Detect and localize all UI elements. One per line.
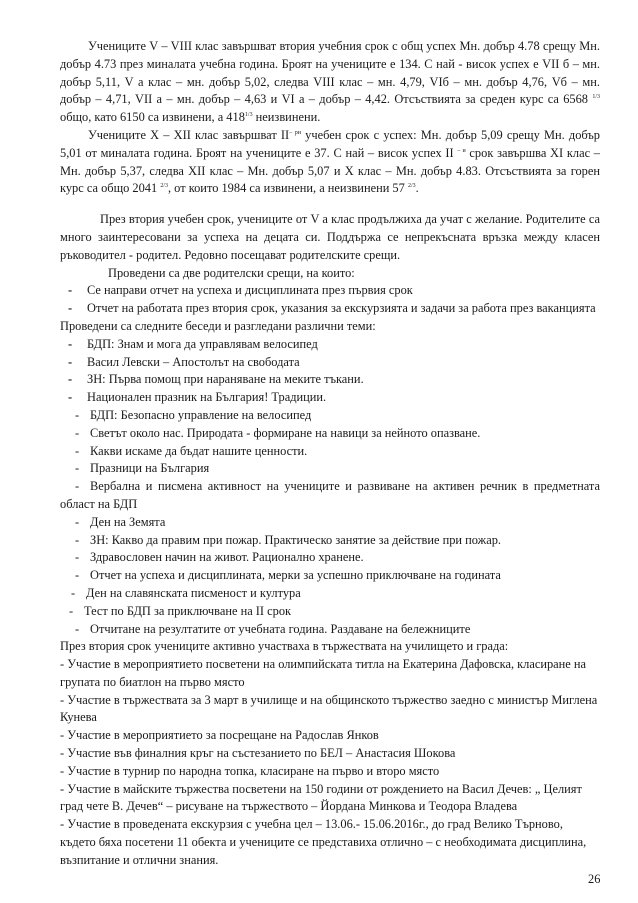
- list-dash: -: [75, 407, 80, 422]
- list-item-wrapped: [60, 478, 600, 514]
- list-item: [60, 425, 600, 443]
- document-page: [60, 38, 600, 870]
- event-item: - Участие в турнир по народна топка, класиране на първо и второ място: [60, 763, 440, 778]
- list-dash: -: [75, 568, 80, 583]
- list-dash: -: [68, 390, 73, 405]
- superscript: 2/3: [160, 183, 168, 190]
- superscript: 1/3: [592, 94, 600, 101]
- list-dash: -: [75, 532, 80, 547]
- text-span: неизвинени.: [252, 110, 321, 125]
- list-item: [60, 371, 600, 389]
- superscript: 1/3: [244, 112, 253, 119]
- list-item-text: Празници на България: [90, 461, 210, 476]
- list-item-text: Национален празник на България! Традиции.: [87, 390, 327, 405]
- event-item: - Участие в проведената екскурзия с учебна цел – 13.06.- 15.06.2016г., до град Велико Търново, където бяха посетени 11 обекта и учениците се представиха отлично – с необходимата дисциплина, възпитание и отлични знания.: [60, 817, 587, 867]
- list-item: [60, 532, 600, 550]
- list-item: [60, 443, 600, 461]
- page-number: 26: [588, 872, 601, 886]
- list-dash: -: [69, 603, 74, 618]
- list-item-text: БДП: Знам и мога да управлявам велосипед: [87, 336, 318, 351]
- event-item: - Участие в мероприятието посветени на олимпийската титла на Екатерина Дафовска, класиране на групата по биатлон на първо място: [60, 657, 587, 689]
- list-item-text: Здравословен начин на живот. Рационално хранене.: [90, 550, 364, 565]
- spacer: [60, 198, 600, 211]
- list-item-text: Отчитане на резултатите от учебната година. Раздаване на бележниците: [90, 621, 471, 636]
- list-dash: -: [75, 461, 80, 476]
- list-item: [60, 603, 600, 621]
- list-dash: -: [75, 479, 80, 494]
- list-item: [60, 407, 600, 425]
- list-dash: -: [75, 550, 80, 565]
- talks-intro: Проведени са следните беседи и разгледани различни теми:: [60, 318, 376, 333]
- list-item: [60, 282, 600, 300]
- event-item: - Участие в мероприятието за посрещане на Радослав Янков: [60, 728, 379, 743]
- list-dash: -: [75, 621, 80, 636]
- text-span: учебен срок с успех: Мн. добър 5,09 срещу Мн. добър 5,01 от миналата година. Броят на учениците е 37. С най – висок успех II: [60, 127, 600, 160]
- talks-list-continued: [60, 514, 600, 639]
- list-item: [60, 354, 600, 372]
- list-dash: -: [75, 425, 80, 440]
- superscript: 2/3: [407, 183, 416, 190]
- list-item-text: Вербална и писмена активност на учениците и развиване на активен речник в предметната област на БДП: [60, 479, 600, 511]
- meetings-intro: Проведени са две родителски срещи, на които:: [108, 265, 355, 280]
- list-dash: -: [68, 283, 73, 298]
- list-item-text: Отчет на успеха и дисциплината, мерки за успешно приключване на годината: [90, 568, 501, 583]
- superscript: – ри: [289, 129, 301, 136]
- list-dash: -: [68, 336, 73, 351]
- list-item: [60, 460, 600, 478]
- superscript: – и: [457, 147, 466, 154]
- list-item-text: Се направи отчет на успеха и дисциплината през първия срок: [87, 283, 413, 298]
- events-intro: През втория срок учениците активно участваха в тържествата на училището и града:: [60, 639, 509, 654]
- text-span: общо, като 6150 са извинени, а 418: [60, 110, 245, 125]
- event-item: - Участие във финалния кръг на състезанието по БЕЛ – Анастасия Шокова: [60, 746, 456, 761]
- paragraph-class-5a: През втория учебен срок, учениците от V а клас продължиха да учат с желание. Родителите са много заинтересовани за успеха на децата си. Поддържа се непрекъсната връзка между класен ръководител - родител. Редовно посещават родителските срещи.: [60, 212, 600, 262]
- text-span: Учениците V – VIII клас завършват втория учебния срок с общ успех Мн. добър 4.78 срещу Мн. добър 4.73 през миналата учебна година. Броят на учениците е 134. С най - висок успех е VII б – мн. добър 5,11, V а клас – мн. добър 5,02, следва VIII клас – мн. 4,79, VIб – мн. добър 4,76, Vб – мн. добър – 4,71, VII а – мн. добър – 4,63 и VI а – добър – 4,42. Отсъствията за среден курс са 6568: [60, 39, 600, 107]
- event-item: - Участие в тържествата за 3 март в училище и на общинското тържество заедно с министър Миглена Кунева: [60, 692, 598, 725]
- paragraph-middle-grades: [60, 38, 600, 127]
- list-dash: -: [71, 585, 76, 600]
- list-item-text: Васил Левски – Апостолът на свободата: [87, 354, 300, 369]
- event-item: - Участие в майските тържества посветени на 150 години от рождението на Васил Дечев: „ Целият град чете В. Дечев“ – рисуване на тържеството – Йордана Минкова и Теодора Владева: [60, 781, 582, 814]
- list-dash: -: [68, 301, 73, 316]
- list-item: [60, 585, 600, 603]
- list-dash: -: [68, 372, 73, 387]
- list-item-text: Отчет на работата през втория срок, указания за екскурзията и задачи за работа през ваканцията: [87, 301, 596, 316]
- list-item: [60, 621, 600, 639]
- list-item-text: Светът около нас. Природата - формиране на навици за нейното опазване.: [90, 425, 481, 440]
- list-dash: -: [75, 443, 80, 458]
- meetings-list: [60, 282, 600, 318]
- talks-list: [60, 407, 600, 478]
- list-dash: -: [68, 354, 73, 369]
- list-item: [60, 300, 600, 318]
- list-item: [60, 567, 600, 585]
- text-span: срок завършва XI клас – Мн. добър 5,37, следва XII клас – Мн. добър 5,07 и X клас – Мн. добър 4.83. Отсъствията за горен курс са общо 2041: [60, 145, 600, 196]
- list-item-text: Ден на славянската писменост и култура: [86, 585, 301, 600]
- list-item-text: ЗН: Какво да правим при пожар. Практическо занятие за действие при пожар.: [90, 532, 502, 547]
- list-dash: -: [75, 514, 80, 529]
- list-item-text: Ден на Земята: [90, 514, 166, 529]
- text-span: Учениците X – XII клас завършват II: [88, 127, 290, 142]
- talks-list-bold: [60, 336, 600, 407]
- text-span: , от които 1984 са извинени, а неизвинени 57: [167, 181, 405, 196]
- list-item-text: БДП: Безопасно управление на велосипед: [90, 407, 312, 422]
- list-item-text: Какви искаме да бъдат нашите ценности.: [90, 443, 308, 458]
- events-list: [60, 656, 600, 870]
- list-item: [60, 336, 600, 354]
- paragraph-upper-grades: [60, 127, 600, 198]
- list-item: [60, 549, 600, 567]
- list-item-text: ЗН: Първа помощ при нараняване на меките тъкани.: [87, 372, 364, 387]
- list-item-text: Тест по БДП за приключване на II срок: [84, 603, 292, 618]
- list-item: [60, 514, 600, 532]
- list-item: [60, 389, 600, 407]
- text-span: .: [415, 181, 419, 196]
